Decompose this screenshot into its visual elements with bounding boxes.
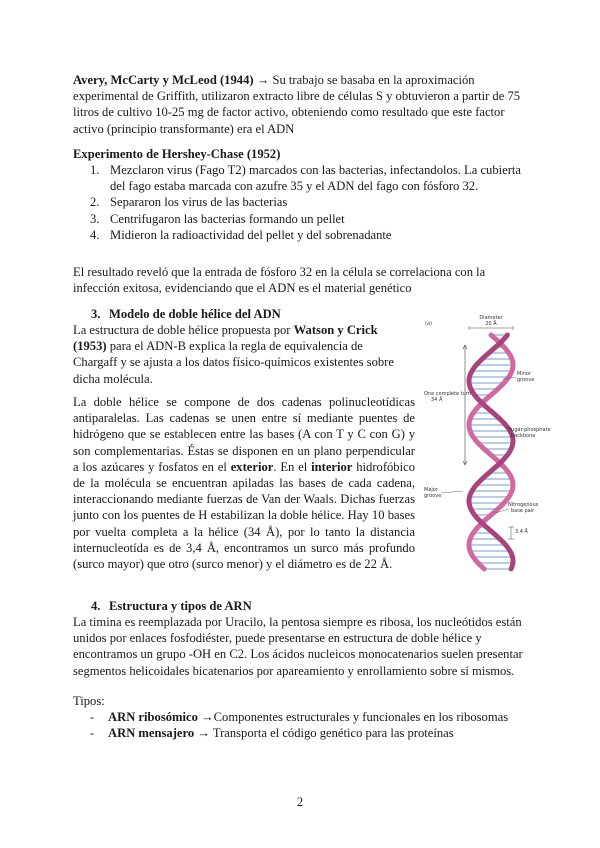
section-3-heading: 3. Modelo de doble hélice del ADN [91,307,281,321]
avery-text: Su trabajo se basaba en la aproximación experimental de Griffith, utilizaron extracto libre de células S y obtuvieron a partir de 75 litros de cultivo 10-25 mg de factor activo, obteniendo como resultado que este factor activo (principio transformante) era el ADN [73,73,521,136]
arn-types-list [90,709,520,741]
panel-label: (a) [425,321,432,327]
major-groove-label: Major [424,487,438,493]
list-item: 4. Midieron la radioactividad del pellet y del sobrenadante [90,227,392,242]
base-pair-label: Nitrogenous [508,502,539,508]
hershey-heading: Experimento de Hershey-Chase (1952) [73,147,281,161]
arrow-icon: → [201,710,214,724]
arn-paragraph: La timina es reemplazada por Uracilo, la pentosa siempre es ribosa, los nucleótidos están unidos por enlaces fosfodiéster, puede presentarse en estructura de doble hélice y encontramos un grupo -OH en C2. Los ácidos nucleicos monocatenarios suelen presentar segmentos helicoidales bicatenarios por apareamiento y enrollamiento sobre sí mismos. [73,615,523,678]
svg-text:base pair: base pair [511,508,535,514]
svg-text:groove: groove [517,377,535,383]
hershey-steps [73,162,533,243]
diameter-label: Diameter [479,315,503,321]
page-number: 2 [296,795,304,809]
list-item: 1. Mezclaron virus (Fago T2) marcados con las bacterias, infectandolos. La cubierta del fago estaba marcada con azufre 35 y el ADN del fago con fósforo 32. [90,163,522,194]
hershey-result: El resultado reveló que la entrada de fósforo 32 en la célula se correlaciona con la infección exitosa, evidenciando que el ADN es el material genético [73,265,486,296]
list-item: 3. Centrifugaron las bacterias formando un pellet [90,211,345,226]
double-helix-paragraph: La doble hélice se compone de dos cadenas polinucleotídicas antiparalelas. Las cadenas se unen entre sí mediante puentes de hidrógeno que se establecen entre las bases (A con T y C con G) y son complementarias. Éstas se disponen en un plano perpendicular a los azúcares y fosfatos en el exterior. En el interior hidrofóbico de la molécula se encuentran apiladas las bases de cada cadena, interaccionando mediante fuerzas de Van der Waals. Dichas fuerzas junto con los puentes de H estabilizan la doble hélice. Hay 10 bases por vuelta completa a la hélice (34 Å), por lo tanto la distancia internucleotída es de 3,4 Å, encontramos un surco más profundo (surco mayor) que otro (surco menor) y el diámetro es de 22 Å. [73,395,415,572]
diameter-value: 20 Å [485,321,497,327]
svg-text:groove: groove [424,493,442,499]
types-label: Tipos: [73,694,105,708]
backbone-label: Sugar-phosphate [508,427,551,433]
avery-lead: Avery, McCarty y McLeod (1944) [73,73,257,87]
list-item: 2. Separaron los virus de las bacterias [90,195,288,210]
dna-double-helix-figure [423,313,551,575]
arrow-icon: → [256,73,270,87]
svg-text:backbone: backbone [511,433,536,439]
arrow-icon: → [197,726,210,741]
turn-value: 34 Å [431,397,443,403]
turn-label: One complete turn [424,391,471,397]
list-item: - ARN ribosómico →Componentes estructurales y funcionales en los ribosomas [90,710,509,724]
minor-groove-label: Minor [517,371,531,377]
section-4-heading: 4. Estructura y tipos de ARN [91,599,252,613]
watson-crick-paragraph: La estructura de doble hélice propuesta por Watson y Crick (1953) para el ADN-B explica la regla de equivalencia de Chargaff y se ajusta a los datos físico-químicos existentes sobre dicha molécula. [73,323,394,386]
avery-paragraph [73,72,533,137]
list-item: - ARN mensajero → Transporta el código genético para las proteínas [90,726,454,741]
rise-label: 3.4 Å [515,529,528,535]
